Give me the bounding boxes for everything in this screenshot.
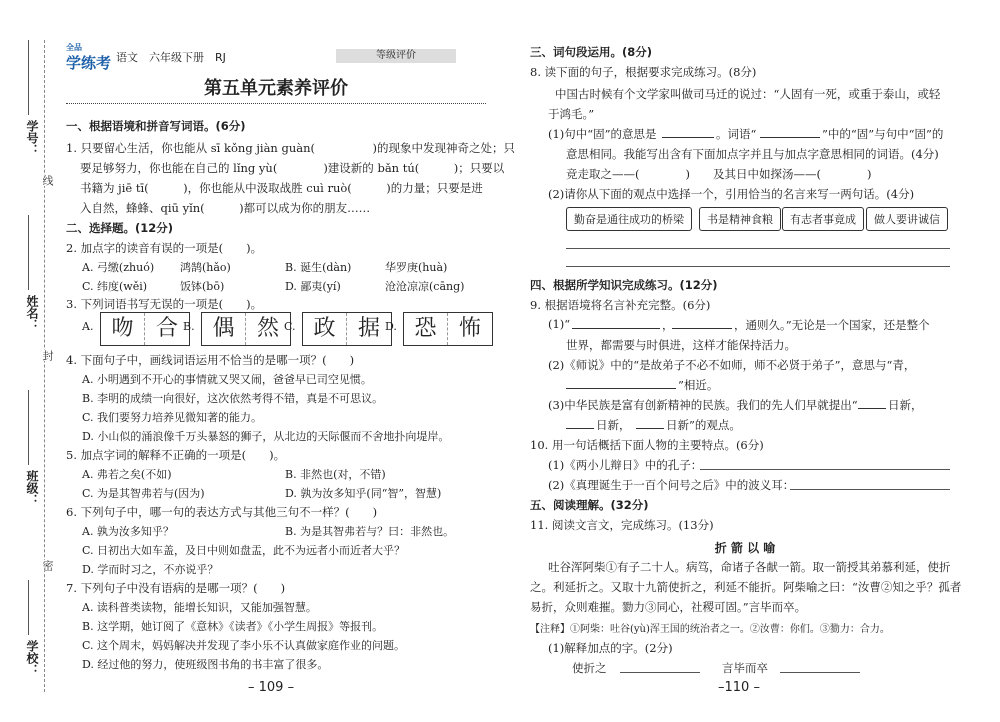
binding-strip	[0, 0, 56, 722]
q9-blank-2[interactable]	[672, 317, 732, 329]
q10-stem: 10. 用一句话概括下面人物的主要特点。(6分)	[530, 438, 764, 452]
char: 偶	[202, 313, 246, 345]
q2-option-d2: 沧沧凉凉(cāng)	[385, 280, 465, 293]
page-title: 第五单元素养评价	[204, 78, 348, 99]
q8-part1-c: ”中的“固”与句中“固”的	[822, 127, 944, 141]
q7-option-d[interactable]: D. 经过他的努力，使班级图书角的书丰富了很多。	[82, 658, 329, 671]
title-divider	[66, 103, 486, 104]
q1-line-2: 要足够努力，你也能在自己的 lǐng yù( )建设新的 bǎn tú( )；只要以	[80, 161, 505, 175]
name-field[interactable]	[28, 215, 29, 290]
q9-blank-6[interactable]	[636, 417, 664, 429]
q11-answer-a[interactable]	[620, 672, 700, 673]
q10-answer-1[interactable]	[700, 469, 950, 470]
char: 据	[357, 316, 380, 341]
q2-option-d[interactable]: D. 鄙夷(yí)	[285, 280, 341, 293]
q8-word-blank[interactable]	[760, 126, 820, 138]
q11-stem: 11. 阅读文言文，完成练习。(13分)	[530, 518, 714, 532]
section-1-heading: 一、根据语境和拼音写词语。(6分)	[66, 119, 246, 133]
q3-option-b-label[interactable]: B.	[183, 320, 195, 333]
q3-option-c-label[interactable]: C.	[284, 320, 296, 333]
cut-mark-seal: 封	[41, 350, 54, 361]
char: 吻	[101, 313, 145, 345]
q4-option-d[interactable]: D. 小山似的涌浪像千万头暴怒的狮子，从北边的天际偃而不舍地扑向堤岸。	[82, 430, 450, 443]
q6-option-d[interactable]: D. 学而时习之，不亦说乎？	[82, 563, 219, 576]
logo-top: 全品	[66, 43, 82, 52]
school-label: 学校：	[25, 640, 39, 676]
q9-part1-b: ，	[662, 318, 674, 332]
q4-option-b[interactable]: B. 李明的成绩一向很好，这次依然考得不错，真是不可思议。	[82, 392, 384, 405]
q3-stem: 3. 下列词语书写无误的一项是( )。	[66, 297, 263, 311]
q2-stem: 2. 加点字的读音有误的一项是( )。	[66, 241, 263, 255]
char: 怖	[458, 316, 481, 341]
q3-option-d-label[interactable]: D.	[385, 320, 397, 333]
q5-option-a[interactable]: A. 弗若之矣(不如)	[82, 468, 172, 481]
q6-option-b[interactable]: B. 为是其智弗若与？曰：非然也。	[285, 525, 455, 538]
q6-option-a[interactable]: A. 孰为汝多知乎？	[82, 525, 174, 538]
class-label: 班级：	[25, 470, 39, 506]
q11-word-b: 言毕而卒	[722, 661, 768, 675]
reading-title: 折 箭 以 喻	[714, 541, 776, 555]
q3-option-a-label[interactable]: A.	[82, 320, 94, 333]
q2-option-b[interactable]: B. 诞生(dàn)	[285, 261, 352, 274]
char: 合	[155, 316, 178, 341]
q1-line-3: 书籍为 jiē tī( )，你也能从中汲取战胜 cuì ruò( )的力量；只要是进	[80, 181, 483, 195]
q8-part1-b: 。词语“	[716, 127, 757, 141]
reading-line-1: 吐谷浑阿柴①有子二十人。病笃，命诸子各献一箭。取一箭授其弟慕利延，使折	[548, 560, 951, 574]
q8-text-2: 于鸿毛。”	[548, 107, 595, 121]
q9-part1-a: (1)“	[548, 317, 571, 331]
q8-answer-line-2[interactable]	[566, 266, 950, 267]
subject-meta: 语文 六年级下册 RJ	[116, 51, 226, 64]
cut-mark-line: 线	[41, 175, 54, 186]
q8-part1-a: (1)句中“固”的意思是	[548, 127, 657, 141]
q3-option-b-box	[201, 312, 291, 346]
reading-line-3: 易折，众则难摧。勠力③同心，社稷可固。”言毕而卒。	[530, 600, 807, 614]
q8-part2: (2)请你从下面的观点中选择一个，引用恰当的名言来写一两句话。(4分)	[548, 187, 915, 201]
class-field[interactable]	[28, 390, 29, 465]
q7-option-b[interactable]: B. 这学期，她订阅了《意林》《读者》《小学生周报》等报刊。	[82, 620, 384, 633]
q8-stem: 8. 读下面的句子，根据要求完成练习。(8分)	[530, 65, 757, 79]
section-4-heading: 四、根据所学知识完成练习。(12分)	[530, 278, 718, 292]
q9-part3-a: (3)中华民族是富有创新精神的民族。我们的先人们早就提出“	[548, 398, 858, 412]
q2-option-c2: 饭钵(bō)	[180, 280, 225, 293]
section-5-heading: 五、阅读理解。(32分)	[530, 498, 649, 512]
q9-blank-5[interactable]	[566, 417, 594, 429]
q9-part1-c: ，通则久。”无论是一个国家，还是整个	[734, 318, 930, 332]
q8-answer-line-1[interactable]	[566, 248, 950, 249]
student-id-field[interactable]	[28, 40, 29, 115]
q6-stem: 6. 下列句子中，哪一句的表达方式与其他三句不一样？( )	[66, 505, 378, 519]
q11-part1: (1)解释加点的字。(2分)	[548, 641, 673, 655]
q8-part1-d: 意思相同。我能写出含有下面加点字并且与加点字意思相同的词语。(4分)	[566, 147, 939, 161]
name-label: 姓名：	[25, 295, 39, 331]
grade-tag: 等级评价	[336, 49, 456, 63]
q4-option-a[interactable]: A. 小明遇到不开心的事情就又哭又闹，爸爸早已司空见惯。	[82, 373, 372, 386]
page-number-left: – 109 –	[248, 680, 295, 695]
quote-option-3[interactable]: 有志者事竟成	[782, 207, 864, 231]
q8-text-1: 中国古时候有个文学家叫做司马迁的说过：“人固有一死，或重于泰山，或轻	[555, 87, 941, 101]
q5-option-d[interactable]: D. 孰为汝多知乎(同“智”，智慧)	[285, 487, 442, 500]
q2-option-b2: 华罗庚(huà)	[385, 261, 448, 274]
q10-answer-2[interactable]	[790, 489, 950, 490]
q11-answer-b[interactable]	[780, 672, 860, 673]
q7-stem: 7. 下列句子中没有语病的是哪一项？( )	[66, 581, 286, 595]
q10-part1: (1)《两小儿辩日》中的孔子：	[548, 458, 703, 472]
char: 政	[303, 313, 347, 345]
q3-option-c-box	[302, 312, 392, 346]
reading-notes: 【注释】①阿柴：吐谷(yù)浑王国的统治者之一。②汝曹：你们。③勠力：合力。	[530, 624, 890, 635]
quote-option-1[interactable]: 勤奋是通往成功的桥梁	[566, 207, 692, 231]
q9-blank-3[interactable]	[566, 377, 676, 389]
char: 然	[256, 316, 279, 341]
q2-option-a[interactable]: A. 弓缴(zhuó)	[82, 261, 155, 274]
quote-option-4[interactable]: 做人要讲诚信	[866, 207, 948, 231]
q9-part1-d: 世界，都需要与时俱进，这样才能保持活力。	[566, 338, 796, 352]
q7-option-a[interactable]: A. 读科普类读物，能增长知识，又能加强智慧。	[82, 601, 317, 614]
section-3-heading: 三、词句段运用。(8分)	[530, 45, 653, 59]
school-field[interactable]	[28, 580, 29, 635]
q4-option-c[interactable]: C. 我们要努力培养见微知著的能力。	[82, 411, 263, 424]
page-number-right: –110 –	[718, 680, 760, 695]
q4-stem: 4. 下面句子中，画线词语运用不恰当的是哪一项？( )	[66, 353, 355, 367]
q8-meaning-blank[interactable]	[662, 126, 714, 138]
q9-part3-d: 日新”的观点。	[666, 418, 741, 432]
q9-blank-4[interactable]	[858, 397, 886, 409]
q10-part2: (2)《真理诞生于一百个问号之后》中的波义耳：	[548, 478, 795, 492]
q7-option-c[interactable]: C. 这个周末，妈妈解决并发现了李小乐不认真做家庭作业的问题。	[82, 639, 406, 652]
q9-part3-b: 日新，	[888, 398, 923, 412]
q9-blank-1[interactable]	[572, 317, 660, 329]
brand-logo	[66, 44, 111, 73]
q1-line-1: 1. 只要留心生活，你也能从 sī kǒng jiàn guàn( )的现象中发现神奇之处；只	[66, 141, 515, 155]
q5-option-b[interactable]: B. 非然也(对，不错)	[285, 468, 386, 481]
student-id-label: 学号：	[25, 120, 39, 156]
quote-option-2[interactable]: 书是精神食粮	[699, 207, 781, 231]
q3-option-a-box	[100, 312, 190, 346]
q1-line-4: 入自然，蜂蜂、qiū yǐn( )都可以成为你的朋友……	[80, 201, 371, 215]
binding-line	[44, 40, 45, 692]
q9-part2-a: (2)《师说》中的“是故弟子不必不如师，师不必贤于弟子”，意思与“青，	[548, 358, 916, 372]
q9-part2-b: ”相近。	[678, 378, 719, 392]
q2-option-a2: 鸿鹄(hǎo)	[180, 261, 231, 274]
logo-text: 学练考	[66, 54, 112, 72]
q11-word-a: 使折之	[572, 661, 607, 675]
q9-part3-c: 日新，	[596, 418, 631, 432]
reading-line-2: 之。利延折之。又取十九箭使折之，利延不能折。阿柴喻之曰：“汝曹②知之乎？孤者	[530, 580, 962, 594]
q2-option-c[interactable]: C. 纬度(wěi)	[82, 280, 148, 293]
page-header	[66, 43, 416, 72]
q9-stem: 9. 根据语境将名言补充完整。(6分)	[530, 298, 711, 312]
char: 恐	[404, 313, 448, 345]
q3-option-d-box	[403, 312, 493, 346]
q5-stem: 5. 加点字词的解释不正确的一项是( )。	[66, 448, 286, 462]
q8-part1-e: 竞走取之——( ) 及其日中如探汤——( )	[566, 167, 872, 181]
q6-option-c[interactable]: C. 日初出大如车盖，及日中则如盘盂，此不为远者小而近者大乎？	[82, 544, 406, 557]
cut-mark-secret: 密	[41, 560, 54, 571]
section-2-heading: 二、选择题。(12分)	[66, 221, 174, 235]
q5-option-c[interactable]: C. 为是其智弗若与(因为)	[82, 487, 205, 500]
